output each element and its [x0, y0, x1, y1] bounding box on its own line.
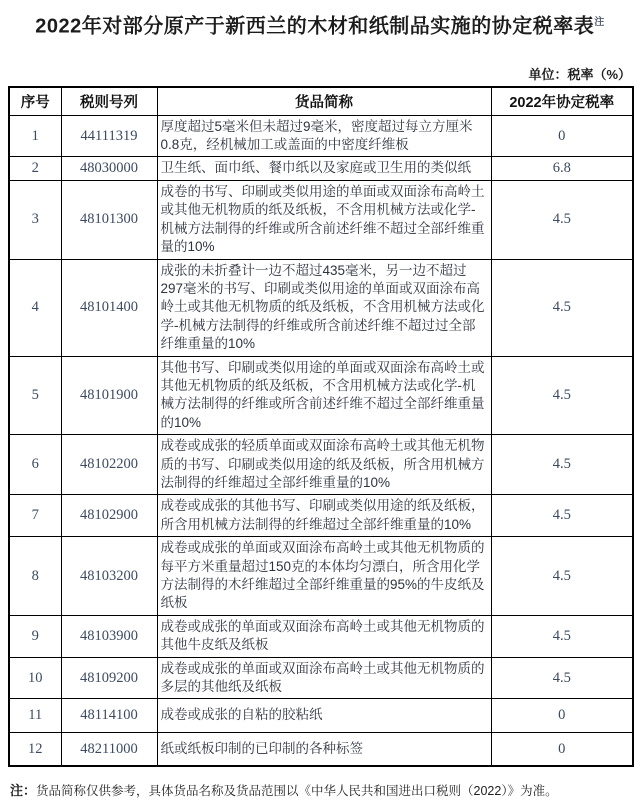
hs-code-cell: 48211000: [61, 732, 157, 766]
rate-cell: 4.5: [491, 495, 633, 537]
table-row: [9, 699, 633, 732]
tariff-rate-table: [8, 86, 634, 768]
rate-cell: 4.5: [491, 259, 633, 356]
table-row: [9, 435, 633, 495]
footnote-text: 货品简称仅供参考，具体货品名称及货品范围以《中华人民共和国进出口税则（2022）》为准。: [36, 784, 558, 799]
unit-label: 单位：税率（%）: [528, 66, 631, 82]
footnote: [10, 782, 632, 800]
hs-code-cell: 48114100: [61, 699, 157, 732]
hs-code-cell: 48109200: [61, 657, 157, 699]
hs-code-cell: 48030000: [61, 157, 157, 180]
header-serial-number: 序号: [9, 87, 61, 116]
header-2022-rate: 2022年协定税率: [491, 87, 633, 116]
table-row: [9, 657, 633, 699]
footnote-prefix: 注：: [10, 783, 37, 799]
goods-description-cell: 卫生纸、面巾纸、餐巾纸以及家庭或卫生用的类似纸: [157, 157, 491, 180]
table-row: [9, 259, 633, 356]
hs-code-cell: 48103200: [61, 537, 157, 616]
header-goods-description: 货品简称: [157, 87, 491, 116]
goods-description-cell: 成卷或成张的单面或双面涂布高岭土或其他无机物质的每平方米重量超过150克的本体均匀漂白，所含用化学方法制得的木纤维超过全部纤维重量的95%的牛皮纸及纸板: [157, 537, 491, 616]
table-row: [9, 732, 633, 766]
hs-code-cell: 48101300: [61, 180, 157, 259]
rate-cell: 4.5: [491, 537, 633, 616]
table-row: [9, 495, 633, 537]
rate-cell: 4.5: [491, 180, 633, 259]
serial-number-cell: 11: [9, 699, 61, 732]
goods-description-cell: 成卷的书写、印刷或类似用途的单面或双面涂布高岭土或其他无机物质的纸及纸板，不含用机械方法或化学-机械方法制得的纤维或所含前述纤维不超过全部纤维重量的10%: [157, 180, 491, 259]
hs-code-cell: 44111319: [61, 115, 157, 157]
serial-number-cell: 12: [9, 732, 61, 766]
rate-cell: 0: [491, 699, 633, 732]
rate-cell: 4.5: [491, 356, 633, 435]
page-title-text: 2022年对部分原产于新西兰的木材和纸制品实施的协定税率表: [35, 15, 595, 38]
table-row: [9, 615, 633, 657]
goods-description-cell: 纸或纸板印制的已印制的各种标签: [157, 732, 491, 766]
rate-cell: 4.5: [491, 657, 633, 699]
page-title: [6, 10, 634, 40]
table-row: [9, 537, 633, 616]
rate-cell: 6.8: [491, 157, 633, 180]
serial-number-cell: 7: [9, 495, 61, 537]
hs-code-cell: 48101400: [61, 259, 157, 356]
table-row: [9, 356, 633, 435]
serial-number-cell: 3: [9, 180, 61, 259]
serial-number-cell: 8: [9, 537, 61, 616]
serial-number-cell: 2: [9, 157, 61, 180]
hs-code-cell: 48102900: [61, 495, 157, 537]
rate-cell: 4.5: [491, 435, 633, 495]
rate-cell: 4.5: [491, 615, 633, 657]
title-footnote-marker: 注: [594, 17, 605, 28]
serial-number-cell: 10: [9, 657, 61, 699]
goods-description-cell: 其他书写、印刷或类似用途的单面或双面涂布高岭土或其他无机物质的纸及纸板，不含用机械方法或化学-机械方法制得的纤维或所含前述纤维不超过全部纤维重量的10%: [157, 356, 491, 435]
serial-number-cell: 6: [9, 435, 61, 495]
goods-description-cell: 成卷或成张的单面或双面涂布高岭土或其他无机物质的其他牛皮纸及纸板: [157, 615, 491, 657]
serial-number-cell: 4: [9, 259, 61, 356]
table-row: [9, 157, 633, 180]
goods-description-cell: 成张的未折叠计一边不超过435毫米，另一边不超过297毫米的书写、印刷或类似用途的单面或双面涂布高岭土或其他无机物质的纸及纸板，不含用机械方法或化学-机械方法制得的纤维或所含前述纤维不超过过全部纤维重量的10%: [157, 259, 491, 356]
rate-cell: 0: [491, 115, 633, 157]
table-row: [9, 180, 633, 259]
header-hs-code: 税则号列: [61, 87, 157, 116]
goods-description-cell: 厚度超过5毫米但未超过9毫米，密度超过每立方厘米0.8克，经机械加工或盖面的中密度纤维板: [157, 115, 491, 157]
serial-number-cell: 5: [9, 356, 61, 435]
goods-description-cell: 成卷或成张的其他书写、印刷或类似用途的纸及纸板，所含用机械方法制得的纤维超过全部纤维重量的10%: [157, 495, 491, 537]
hs-code-cell: 48103900: [61, 615, 157, 657]
hs-code-cell: 48101900: [61, 356, 157, 435]
serial-number-cell: 1: [9, 115, 61, 157]
hs-code-cell: 48102200: [61, 435, 157, 495]
serial-number-cell: 9: [9, 615, 61, 657]
rate-cell: 0: [491, 732, 633, 766]
table-row: [9, 115, 633, 157]
goods-description-cell: 成卷或成张的轻质单面或双面涂布高岭土或其他无机物质的书写、印刷或类似用途的纸及纸板，所含用机械方法制得的纤维超过全部纤维重量的10%: [157, 435, 491, 495]
table-header-row: [9, 87, 633, 116]
goods-description-cell: 成卷或成张的自粘的胶粘纸: [157, 699, 491, 732]
goods-description-cell: 成卷或成张的单面或双面涂布高岭土或其他无机物质的多层的其他纸及纸板: [157, 657, 491, 699]
